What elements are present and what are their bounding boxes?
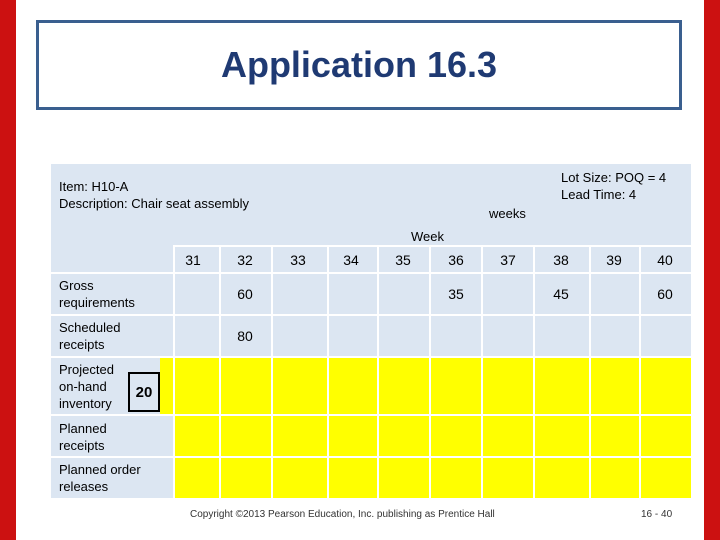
grid-line — [174, 245, 691, 247]
row-label-planned-receipts-2: receipts — [59, 438, 105, 453]
week-34: 34 — [343, 252, 359, 268]
grid-line — [271, 245, 273, 498]
description-label: Description: Chair seat assembly — [59, 196, 250, 211]
page-number: 16 - 40 — [641, 509, 673, 520]
row-label-gross-2: requirements — [59, 295, 135, 310]
week-32: 32 — [237, 252, 253, 268]
week-39: 39 — [606, 252, 622, 268]
copyright-text: Copyright ©2013 Pearson Education, Inc. publishing as Prentice Hall — [190, 509, 495, 520]
grid-line — [51, 456, 691, 458]
week-36: 36 — [448, 252, 464, 268]
lot-size-label: Lot Size: POQ = 4 — [561, 170, 667, 185]
grid-line — [173, 245, 175, 498]
lead-time-label: Lead Time: 4 — [561, 187, 637, 202]
grid-line — [219, 245, 221, 498]
week-31: 31 — [185, 252, 201, 268]
week-40: 40 — [657, 252, 673, 268]
title-box — [36, 20, 682, 110]
grid-line — [327, 245, 329, 498]
weeks-label: weeks — [489, 206, 526, 221]
scheduled-receipt-week-32: 80 — [237, 328, 253, 344]
grid-line — [51, 314, 691, 316]
week-38: 38 — [553, 252, 569, 268]
gross-req-week-32: 60 — [237, 286, 253, 302]
grid-line — [639, 245, 641, 498]
grid-line — [51, 356, 691, 358]
week-37: 37 — [500, 252, 516, 268]
yellow-cell-block — [174, 357, 691, 498]
grid-line — [481, 245, 483, 498]
right-red-border — [704, 0, 720, 540]
gross-req-week-36: 35 — [448, 286, 464, 302]
initial-on-hand-value: 20 — [128, 372, 160, 412]
row-label-projected-3: inventory — [59, 396, 112, 411]
yellow-cell-onhand-edge — [160, 357, 174, 415]
week-header: Week — [411, 229, 444, 244]
item-label: Item: H10-A — [59, 179, 129, 194]
row-label-planned-releases-2: releases — [59, 479, 109, 494]
grid-line — [533, 245, 535, 498]
grid-line — [51, 272, 691, 274]
row-label-scheduled-1: Scheduled — [59, 320, 121, 335]
grid-line — [51, 414, 691, 416]
week-35: 35 — [395, 252, 411, 268]
slide-title: Application 16.3 — [220, 44, 498, 85]
left-red-border — [0, 0, 16, 540]
gross-req-week-38: 45 — [553, 286, 569, 302]
row-label-gross-1: Gross — [59, 278, 94, 293]
grid-line — [377, 245, 379, 498]
row-label-scheduled-2: receipts — [59, 337, 105, 352]
gross-req-week-40: 60 — [657, 286, 673, 302]
row-label-projected-2: on-hand — [59, 379, 107, 394]
grid-line — [429, 245, 431, 498]
row-label-planned-receipts-1: Planned — [59, 421, 107, 436]
grid-line — [589, 245, 591, 498]
week-33: 33 — [290, 252, 306, 268]
row-label-planned-releases-1: Planned order — [59, 462, 141, 477]
row-label-projected-1: Projected — [59, 362, 114, 377]
